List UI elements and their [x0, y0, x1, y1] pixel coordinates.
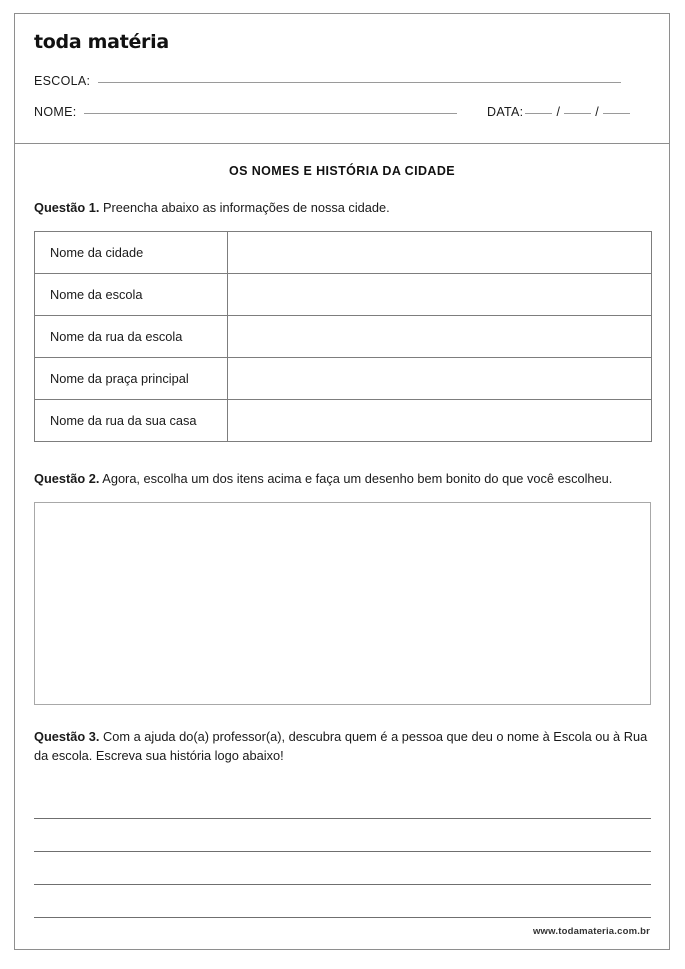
question-3-text: Com a ajuda do(a) professor(a), descubra quem é a pessoa que deu o nome à Escola ou à Rua da escola. Escreva sua história logo abaixo!	[34, 728, 648, 764]
table-row-input[interactable]	[228, 357, 652, 399]
table-row	[35, 357, 652, 399]
table-row-label: Nome da escola	[35, 273, 228, 315]
answer-lines-group	[34, 786, 651, 918]
question-1-text: Preencha abaixo as informações de nossa cidade.	[99, 200, 390, 215]
footer-url[interactable]: www.todamateria.com.br	[532, 926, 650, 937]
date-separator-1: /	[556, 105, 561, 119]
table-row-input[interactable]	[228, 315, 652, 357]
answer-line[interactable]	[34, 786, 651, 819]
question-2-number: Questão 2.	[34, 470, 100, 486]
table-row	[35, 315, 652, 357]
escola-field-row	[34, 74, 621, 88]
worksheet-header	[15, 14, 669, 144]
data-month-input-line[interactable]	[564, 113, 591, 114]
question-1	[34, 198, 650, 218]
question-2	[34, 469, 650, 489]
question-3	[34, 727, 650, 767]
data-day-input-line[interactable]	[525, 113, 552, 114]
answer-line[interactable]	[34, 852, 651, 885]
table-row-label: Nome da praça principal	[35, 357, 228, 399]
nome-label: NOME:	[34, 105, 77, 119]
answer-line[interactable]	[34, 819, 651, 852]
escola-input-line[interactable]	[98, 82, 621, 83]
question-3-number: Questão 3.	[34, 728, 100, 744]
nome-field-row	[34, 105, 457, 119]
data-label: DATA:	[487, 105, 524, 119]
drawing-area[interactable]	[34, 502, 651, 705]
page-title: OS NOMES E HISTÓRIA DA CIDADE	[229, 164, 455, 178]
worksheet-body	[15, 164, 669, 918]
escola-label: ESCOLA:	[34, 74, 91, 88]
data-year-input-line[interactable]	[603, 113, 630, 114]
city-info-table-body	[35, 231, 652, 441]
table-row	[35, 399, 652, 441]
table-row-label: Nome da rua da sua casa	[35, 399, 228, 441]
table-row	[35, 231, 652, 273]
question-1-number: Questão 1.	[34, 200, 100, 215]
table-row-input[interactable]	[228, 231, 652, 273]
table-row-label: Nome da cidade	[35, 231, 228, 273]
nome-input-line[interactable]	[84, 113, 457, 114]
worksheet-page	[14, 13, 670, 950]
table-row-input[interactable]	[228, 399, 652, 441]
city-info-table	[34, 231, 652, 442]
brand-logo: toda matéria	[34, 31, 169, 53]
table-row-label: Nome da rua da escola	[35, 315, 228, 357]
table-row-input[interactable]	[228, 273, 652, 315]
data-field-row	[487, 105, 632, 119]
question-2-text: Agora, escolha um dos itens acima e faça um desenho bem bonito do que você escolheu.	[99, 470, 613, 486]
answer-line[interactable]	[34, 885, 651, 918]
table-row	[35, 273, 652, 315]
date-separator-2: /	[595, 105, 600, 119]
